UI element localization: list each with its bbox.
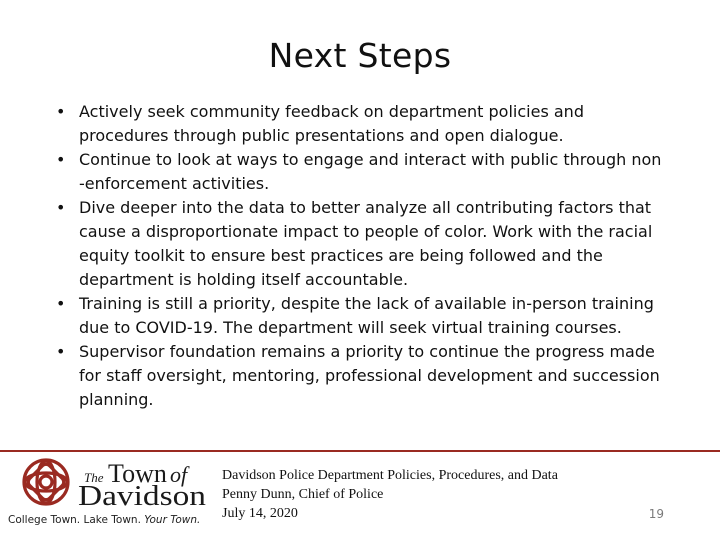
footer-line-3: July 14, 2020 [222,506,298,521]
bullet-item [56,148,668,196]
page-number: 19 [648,507,664,521]
footer-text [222,466,558,523]
celtic-knot-icon [24,460,68,504]
bullet-icon: • [56,150,66,169]
bullet-item [56,340,668,412]
wordmark-of: of [170,462,188,487]
bullet-item [56,196,668,292]
tagline-part-1: College Town. Lake Town. [8,514,141,526]
footer-line-1: Davidson Police Department Policies, Procedures, and Data [222,468,558,483]
bullet-list [56,100,668,412]
bullet-icon: • [56,198,66,217]
slide-title: Next Steps [268,36,452,75]
bullet-icon: • [56,102,66,121]
tagline-part-2: Your Town. [144,514,201,526]
bullet-text: Continue to look at ways to engage and interact with public through non -enforcement activities. [79,150,662,193]
footer-line-2: Penny Dunn, Chief of Police [222,487,384,502]
wordmark-the: The [84,470,104,485]
bullet-item [56,100,668,148]
bullet-text: Training is still a priority, despite the lack of available in-person training due to COVID-19. The department will seek virtual training courses. [79,294,654,337]
bullet-item [56,292,668,340]
bullet-text: Supervisor foundation remains a priority to continue the progress made for staff oversight, mentoring, professional development and succession planning. [79,342,660,409]
bullet-text: Dive deeper into the data to better analyze all contributing factors that cause a disproportionate impact to people of color. Work with the racial equity toolkit to ensure best practices are being followed and the department is holding itself accountable. [79,198,653,289]
logo-tagline [8,514,200,526]
footer-divider [0,450,720,452]
bullet-icon: • [56,342,66,361]
bullet-icon: • [56,294,66,313]
wordmark-davidson: Davidson [78,481,206,512]
wordmark-town: Town [108,459,167,488]
bullet-text: Actively seek community feedback on department policies and procedures through public presentations and open dialogue. [79,102,584,145]
